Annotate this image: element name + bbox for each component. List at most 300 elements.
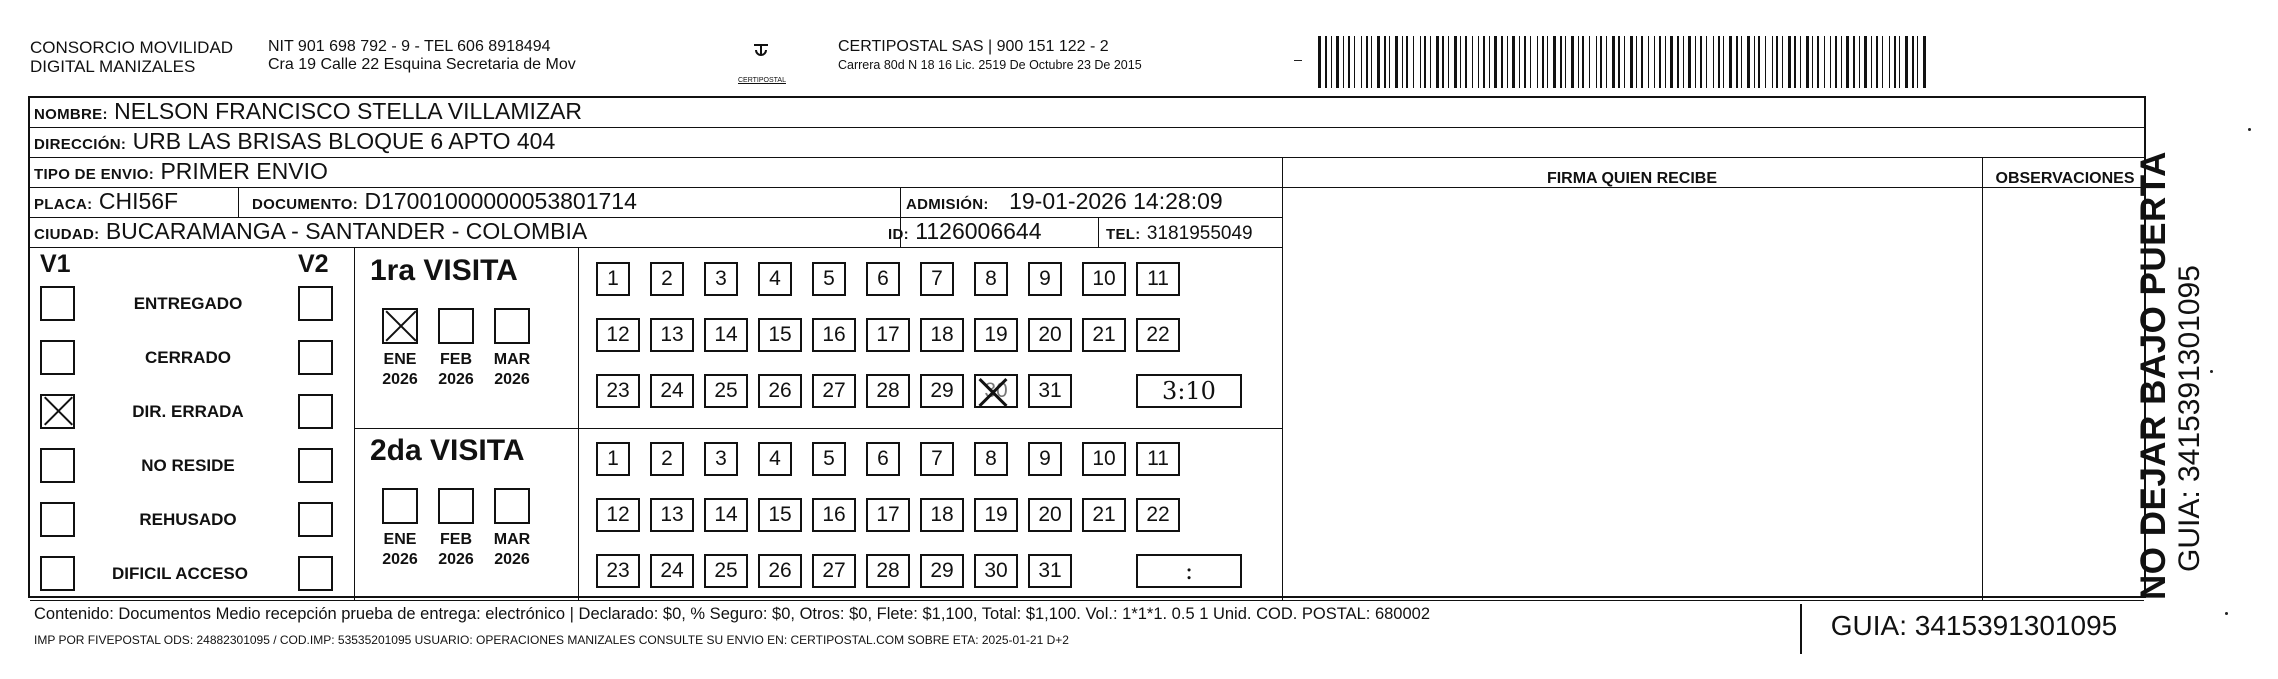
barcode-bar — [1713, 36, 1714, 88]
barcode-bar — [1600, 36, 1602, 88]
barcode-bar — [1723, 36, 1724, 88]
day-number: 31 — [1038, 379, 1062, 402]
document-number: D17001000000053801714 — [364, 188, 637, 214]
day-box[interactable] — [1028, 498, 1072, 532]
barcode-bar — [1565, 36, 1566, 88]
barcode-bar — [1618, 36, 1620, 88]
day-box[interactable] — [866, 442, 900, 476]
row-ciudad — [30, 218, 1282, 248]
day-number: 22 — [1146, 323, 1170, 346]
day-box[interactable] — [812, 498, 856, 532]
day-box[interactable] — [812, 318, 856, 352]
barcode-bar — [1354, 36, 1355, 88]
tel-group — [1106, 218, 1253, 248]
barcode-bar — [1636, 36, 1637, 88]
day-number: 3 — [715, 267, 727, 290]
day-number: 30 — [984, 379, 1008, 402]
month-year: 2026 — [382, 371, 418, 388]
day-number: 1 — [607, 447, 619, 470]
barcode-bar — [1754, 36, 1755, 88]
barcode-bar — [1894, 36, 1896, 88]
barcode-bar — [1494, 36, 1497, 88]
day-box[interactable] — [866, 374, 910, 408]
day-number: 12 — [606, 323, 630, 346]
day-box[interactable] — [866, 498, 910, 532]
barcode-bar — [1501, 36, 1503, 88]
day-box[interactable] — [758, 262, 792, 296]
id-group — [888, 218, 1042, 248]
barcode-bar — [1859, 36, 1860, 88]
visit-time-box[interactable] — [1136, 554, 1242, 588]
barcode-bar — [1882, 36, 1883, 88]
visit-time: : — [1184, 557, 1194, 585]
day-number: 13 — [660, 323, 684, 346]
barcode-bar — [1331, 36, 1332, 88]
header-dash — [1294, 60, 1302, 61]
barcode-bar — [1772, 36, 1773, 88]
day-box[interactable] — [1082, 262, 1126, 296]
barcode-bar — [1318, 36, 1321, 88]
barcode-bar — [1758, 36, 1760, 88]
day-number: 29 — [930, 379, 954, 402]
day-number: 24 — [660, 379, 684, 402]
recipient-city: BUCARAMANGA - SANTANDER - COLOMBIA — [105, 218, 588, 244]
status-label: DIR. ERRADA — [132, 402, 244, 421]
scan-speck — [2210, 370, 2213, 373]
month-checkbox[interactable] — [382, 308, 418, 344]
barcode-bar — [1706, 36, 1707, 88]
day-box[interactable] — [920, 262, 954, 296]
divider-placa — [238, 188, 239, 218]
month-checkbox[interactable] — [382, 488, 418, 524]
barcode-bar — [1420, 36, 1421, 88]
day-box[interactable] — [812, 554, 856, 588]
day-box[interactable] — [758, 442, 792, 476]
visit-title: 2da VISITA — [370, 434, 525, 467]
day-number: 6 — [877, 447, 889, 470]
day-box[interactable] — [704, 498, 748, 532]
v1-header: V1 — [40, 250, 71, 278]
day-number: 25 — [714, 559, 738, 582]
barcode-bar — [1448, 36, 1449, 88]
month-checkbox[interactable] — [494, 308, 530, 344]
divider-visit-rows — [354, 428, 1282, 429]
day-number: 27 — [822, 559, 846, 582]
barcode-bar — [1336, 36, 1339, 88]
divider-visits — [578, 248, 579, 600]
day-box[interactable] — [1082, 318, 1126, 352]
barcode-bar — [1782, 36, 1783, 88]
day-number: 30 — [984, 559, 1008, 582]
barcode-bar — [1659, 36, 1661, 88]
day-box[interactable] — [1028, 554, 1072, 588]
barcode-bar — [1889, 36, 1890, 88]
barcode-bar — [1366, 36, 1368, 88]
day-number: 13 — [660, 503, 684, 526]
divider-admision — [900, 188, 901, 248]
row-direccion — [30, 128, 2144, 158]
barcode-bar — [1817, 36, 1819, 88]
day-box[interactable] — [596, 554, 640, 588]
day-number: 11 — [1147, 267, 1169, 290]
status-label: NO RESIDE — [141, 456, 235, 475]
row-placa — [30, 188, 1282, 218]
day-box[interactable] — [920, 498, 964, 532]
v2-header: V2 — [298, 250, 329, 278]
day-box[interactable] — [596, 442, 630, 476]
status-label: REHUSADO — [139, 510, 237, 529]
company-name — [30, 38, 233, 76]
day-number: 24 — [660, 559, 684, 582]
day-box[interactable] — [920, 318, 964, 352]
divider-tel — [1098, 218, 1099, 248]
day-number: 14 — [714, 323, 738, 346]
day-number: 10 — [1092, 267, 1116, 290]
barcode-bar — [1677, 36, 1679, 88]
address-line: Cra 19 Calle 22 Esquina Secretaria de Mov — [268, 56, 576, 73]
day-box[interactable] — [704, 374, 748, 408]
barcode-bar — [1389, 36, 1390, 88]
barcode-bar — [1846, 36, 1849, 88]
barcode-bar — [1442, 36, 1444, 88]
barcode-bar — [1560, 36, 1562, 88]
day-box[interactable] — [650, 318, 694, 352]
day-box[interactable] — [704, 554, 748, 588]
barcode-bar — [1454, 36, 1457, 88]
barcode-bar — [1853, 36, 1855, 88]
day-box[interactable] — [596, 318, 640, 352]
day-box[interactable] — [974, 442, 1008, 476]
day-box[interactable] — [974, 262, 1008, 296]
barcode-bar — [1794, 36, 1796, 88]
barcode-bar — [1460, 36, 1461, 88]
day-box[interactable] — [1028, 442, 1062, 476]
nit-line: NIT 901 698 792 - 9 - TEL 606 8918494 — [268, 38, 551, 55]
day-number: 6 — [877, 267, 889, 290]
day-box[interactable] — [1028, 374, 1072, 408]
barcode-bar — [1436, 36, 1439, 88]
barcode-bar — [1912, 36, 1914, 88]
barcode-bar — [1582, 36, 1584, 88]
recipient-id: 1126006644 — [915, 218, 1042, 244]
day-number: 20 — [1038, 503, 1062, 526]
barcode-bar — [1876, 36, 1878, 88]
day-number: 9 — [1039, 267, 1051, 290]
admision-label: ADMISIÓN: — [906, 196, 989, 213]
barcode-bar — [1483, 36, 1485, 88]
company-line-1: CONSORCIO MOVILIDAD — [30, 38, 234, 57]
barcode-bar — [1718, 36, 1720, 88]
visit-time: 3:10 — [1162, 377, 1216, 405]
day-number: 27 — [822, 379, 846, 402]
divider-obs — [1982, 158, 1983, 600]
barcode-bar — [1830, 36, 1831, 88]
footer-contents: Contenido: Documentos Medio recepción prueba de entrega: electrónico | Declarado: $0, % Seguro: $0, Otros: $0, Flete: $1,100, Total: $1,100. Vol.: 1*1*1. 0.5 1 Unid. COD. POSTAL: 680002 — [34, 605, 1431, 623]
day-box[interactable] — [650, 442, 684, 476]
barcode-bar — [1841, 36, 1842, 88]
month-checkbox[interactable] — [438, 488, 474, 524]
barcode-bar — [1547, 36, 1548, 88]
barcode-bar — [1512, 36, 1515, 88]
day-number: 11 — [1147, 447, 1169, 470]
status-v1-checkbox[interactable] — [40, 340, 75, 375]
day-number: 4 — [769, 267, 781, 290]
barcode-bar — [1695, 36, 1696, 88]
day-number: 18 — [930, 503, 954, 526]
barcode-bar — [1402, 36, 1403, 88]
day-box[interactable] — [974, 318, 1018, 352]
day-number: 8 — [985, 267, 997, 290]
barcode-bar — [1624, 36, 1625, 88]
day-number: 18 — [930, 323, 954, 346]
barcode-bar — [1542, 36, 1544, 88]
status-v2-checkbox[interactable] — [298, 340, 333, 375]
barcode-bar — [1571, 36, 1574, 88]
status-v1-checkbox[interactable] — [40, 394, 75, 429]
day-box[interactable] — [650, 554, 694, 588]
id-label: ID: — [888, 226, 909, 243]
day-number: 2 — [661, 447, 673, 470]
day-box[interactable] — [758, 318, 802, 352]
day-box[interactable] — [1082, 498, 1126, 532]
day-box[interactable] — [866, 318, 910, 352]
barcode-bar — [1489, 36, 1490, 88]
day-box[interactable] — [812, 374, 856, 408]
placa-label: PLACA: — [34, 196, 93, 213]
day-number: 23 — [606, 379, 630, 402]
day-box[interactable] — [596, 374, 640, 408]
day-box[interactable] — [1028, 318, 1072, 352]
company-contact — [268, 38, 576, 74]
barcode-bar — [1788, 36, 1791, 88]
day-box[interactable] — [758, 554, 802, 588]
day-box[interactable] — [1136, 318, 1180, 352]
day-box[interactable] — [974, 374, 1018, 408]
day-number: 1 — [607, 267, 619, 290]
status-v1-checkbox[interactable] — [40, 502, 75, 537]
divider-status — [354, 248, 355, 600]
day-number: 7 — [931, 267, 943, 290]
day-number: 3 — [715, 447, 727, 470]
direccion-label: DIRECCIÓN: — [34, 136, 127, 153]
footer-guia: GUIA: 3415391301095 — [1800, 604, 2146, 654]
day-box[interactable] — [1136, 498, 1180, 532]
month-year: 2026 — [438, 371, 474, 388]
day-box[interactable] — [650, 262, 684, 296]
status-v2-checkbox[interactable] — [298, 286, 333, 321]
recipient-phone: 3181955049 — [1146, 223, 1253, 244]
scan-speck — [2248, 128, 2251, 131]
no-dejar-bajo-puerta: NO DEJAR BAJO PUERTA — [2134, 151, 2173, 600]
barcode-bar — [1736, 36, 1738, 88]
barcode-bar — [1670, 36, 1673, 88]
plate-number: CHI56F — [98, 188, 179, 214]
day-number: 5 — [823, 267, 835, 290]
day-box[interactable] — [704, 442, 738, 476]
barcode-bar — [1648, 36, 1649, 88]
status-v2-checkbox[interactable] — [298, 448, 333, 483]
logo-text: CERTIPOSTAL — [738, 77, 786, 84]
day-number: 7 — [931, 447, 943, 470]
day-box[interactable] — [1136, 442, 1180, 476]
day-box[interactable] — [812, 442, 846, 476]
row-nombre — [30, 98, 2144, 128]
day-box[interactable] — [650, 374, 694, 408]
barcode-bar — [1507, 36, 1508, 88]
status-label: CERRADO — [145, 348, 231, 367]
month-name: ENE — [383, 351, 417, 368]
documento-group — [252, 188, 637, 218]
day-number: 31 — [1038, 559, 1062, 582]
day-box[interactable] — [1082, 442, 1126, 476]
day-box[interactable] — [866, 554, 910, 588]
day-box[interactable] — [596, 498, 640, 532]
barcode-bar — [1413, 36, 1414, 88]
day-box[interactable] — [704, 262, 738, 296]
barcode-bar — [1553, 36, 1556, 88]
day-number: 10 — [1092, 447, 1116, 470]
month-name: FEB — [440, 351, 472, 368]
barcode-bar — [1683, 36, 1684, 88]
status-v1-checkbox[interactable] — [40, 556, 75, 591]
barcode-bar — [1899, 36, 1900, 88]
courier-logo-icon — [738, 42, 784, 64]
barcode-bar — [1729, 36, 1732, 88]
day-number: 4 — [769, 447, 781, 470]
visit-title: 1ra VISITA — [370, 254, 518, 287]
day-box[interactable] — [758, 498, 802, 532]
barcode-bar — [1343, 36, 1344, 88]
barcode-bar — [1688, 36, 1691, 88]
day-number: 17 — [876, 503, 900, 526]
barcode-bar — [1371, 36, 1372, 88]
barcode — [1318, 36, 1928, 88]
status-v1-checkbox[interactable] — [40, 286, 75, 321]
month-name: FEB — [440, 531, 472, 548]
barcode-bar — [1519, 36, 1520, 88]
month-year: 2026 — [382, 551, 418, 568]
barcode-bar — [1361, 36, 1362, 88]
day-box[interactable] — [866, 262, 900, 296]
divider-footer — [30, 600, 2144, 601]
month-checkbox[interactable] — [438, 308, 474, 344]
month-name: MAR — [493, 531, 531, 548]
barcode-bar — [1478, 36, 1479, 88]
month-checkbox[interactable] — [494, 488, 530, 524]
day-box[interactable] — [974, 498, 1018, 532]
day-box[interactable] — [596, 262, 630, 296]
company-line-2: DIGITAL MANIZALES — [30, 57, 196, 76]
courier-info — [838, 38, 1142, 74]
visit-time-box[interactable] — [1136, 374, 1242, 408]
month-name: ENE — [383, 531, 417, 548]
day-box[interactable] — [1028, 262, 1062, 296]
day-number: 28 — [876, 379, 900, 402]
barcode-bar — [1424, 36, 1426, 88]
status-v2-checkbox[interactable] — [298, 502, 333, 537]
day-number: 23 — [606, 559, 630, 582]
barcode-bar — [1530, 36, 1531, 88]
barcode-bar — [1589, 36, 1590, 88]
barcode-bar — [1824, 36, 1825, 88]
day-box[interactable] — [1136, 262, 1180, 296]
barcode-bar — [1612, 36, 1615, 88]
recipient-address: URB LAS BRISAS BLOQUE 6 APTO 404 — [132, 128, 556, 154]
courier-line-2: Carrera 80d N 18 16 Lic. 2519 De Octubre 23 De 2015 — [838, 58, 1142, 72]
observaciones-header: OBSERVACIONES — [1995, 170, 2135, 187]
status-label: ENTREGADO — [133, 294, 243, 313]
shipment-type: PRIMER ENVIO — [160, 158, 328, 184]
day-box[interactable] — [812, 262, 846, 296]
barcode-bar — [1406, 36, 1408, 88]
tipo-label: TIPO DE ENVIO: — [34, 166, 155, 183]
day-box[interactable] — [704, 318, 748, 352]
day-number: 8 — [985, 447, 997, 470]
barcode-bar — [1741, 36, 1742, 88]
barcode-bar — [1871, 36, 1872, 88]
day-box[interactable] — [974, 554, 1018, 588]
firma-header: FIRMA QUIEN RECIBE — [1546, 170, 1718, 187]
barcode-bar — [1537, 36, 1538, 88]
barcode-bar — [1747, 36, 1750, 88]
status-label: DIFICIL ACCESO — [111, 564, 248, 583]
day-number: 21 — [1092, 323, 1116, 346]
month-name: MAR — [493, 351, 531, 368]
day-number: 17 — [876, 323, 900, 346]
barcode-bar — [1465, 36, 1467, 88]
day-number: 26 — [768, 379, 792, 402]
day-box[interactable] — [758, 374, 802, 408]
admision-group — [906, 188, 1223, 218]
day-number: 22 — [1146, 503, 1170, 526]
day-number: 2 — [661, 267, 673, 290]
barcode-bar — [1578, 36, 1579, 88]
barcode-bar — [1800, 36, 1801, 88]
barcode-bar — [1395, 36, 1398, 88]
month-year: 2026 — [494, 371, 530, 388]
day-number: 16 — [822, 323, 846, 346]
barcode-bar — [1472, 36, 1473, 88]
status-v2-checkbox[interactable] — [298, 394, 333, 429]
barcode-bar — [1917, 36, 1918, 88]
day-number: 29 — [930, 559, 954, 582]
status-v1-checkbox[interactable] — [40, 448, 75, 483]
barcode-bar — [1630, 36, 1633, 88]
footer-print-info: IMP POR FIVEPOSTAL ODS: 24882301095 / COD.IMP: 53535201095 USUARIO: OPERACIONES MANIZALES CONSULTE SU ENVIO EN: CERTIPOSTAL.COM SOBRE ETA: 2025-01-21 D+2 — [34, 633, 1069, 647]
day-box[interactable] — [920, 442, 954, 476]
divider-firma — [1282, 158, 1283, 600]
day-number: 12 — [606, 503, 630, 526]
day-number: 26 — [768, 559, 792, 582]
barcode-bar — [1325, 36, 1327, 88]
day-box[interactable] — [650, 498, 694, 532]
status-v2-checkbox[interactable] — [298, 556, 333, 591]
day-box[interactable] — [920, 374, 964, 408]
barcode-bar — [1348, 36, 1350, 88]
barcode-bar — [1665, 36, 1666, 88]
scan-speck — [2225, 612, 2228, 615]
day-number: 25 — [714, 379, 738, 402]
barcode-bar — [1835, 36, 1837, 88]
shipping-label-frame — [28, 96, 2146, 598]
barcode-bar — [1596, 36, 1597, 88]
barcode-bar — [1384, 36, 1386, 88]
month-year: 2026 — [494, 551, 530, 568]
barcode-bar — [1864, 36, 1867, 88]
month-year: 2026 — [438, 551, 474, 568]
day-box[interactable] — [920, 554, 964, 588]
side-guia: GUIA: 3415391301095 — [2173, 265, 2206, 572]
